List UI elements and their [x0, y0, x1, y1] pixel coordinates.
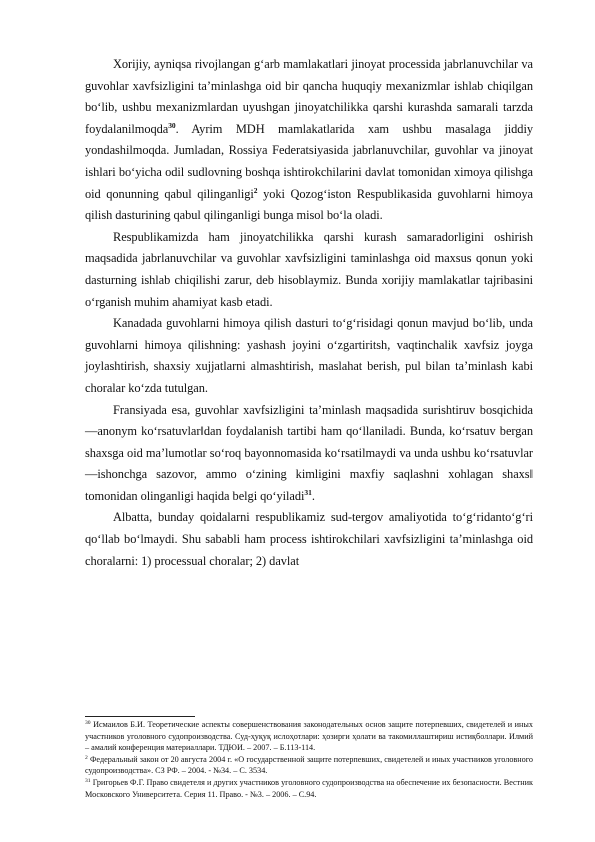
paragraph-4-tail: .: [311, 488, 315, 503]
footnote-text: Исмаилов Б.И. Теоретические аспекты совершенствования законодательных основ защите потерпевших, свидетелей и иных участников уголовного судопроизводства. Суд-ҳуқуқ ислоҳотлари: ҳозирги ҳолати ва такомиллаштириш истиқболлари. Илмий – амалий конференция материаллари. ТДЮИ. – 2007. – Б.113-114.: [85, 720, 533, 753]
footnote-divider: [85, 716, 195, 717]
paragraph-4-text: Fransiyada esa, guvohlar xavfsizligini ta’minlash maqsadida surishtiruv bosqichida ―anonym ko‘rsatuvlar‖dan foydalanish tartibi ham qo‘llaniladi. Bunda, ko‘rsatuv bergan shaxsga oid ma’lumotlar so‘roq bayonnomasida ko‘rsatilmaydi va unda ushbu ko‘rsatuvlar ―ishonchga sazovor, ammo o‘zining kimligini maxfiy saqlashni xohlagan shaxs‖ tomonidan olinganligi haqida belgi qo‘yiladi: [85, 402, 533, 503]
footnote-ref-2: 2: [253, 185, 258, 195]
footnote-number: 2: [85, 754, 88, 761]
footnote-ref-31: 31: [304, 487, 312, 497]
paragraph-1-tail2: yoki Qozog‘iston Respublikasida guvohlarni himoya qilish dasturining qabul qilinganligi bunga misol bo‘la oladi.: [85, 186, 533, 223]
paragraph-2-text: Respublikamizda ham jinoyatchilikka qarshi kurash samaradorligini oshirish maqsadida jabrlanuvchilar va guvohlar xavfsizligini taminlashga oid maxsus qonun yoki dasturning ishlab chiqilishi zarur, deb hisoblaymiz. Bunda xorijiy mamlakatlar tajribasini o‘rganish muhim ahamiyat kasb etadi.: [85, 229, 533, 309]
footnote-ref-30: 30: [168, 120, 176, 130]
footnote-2: [85, 754, 533, 777]
paragraph-5-text: Albatta, bunday qoidalarni respublikamiz sud-tergov amaliyotida to‘g‘ridanto‘g‘ri qo‘llab bo‘lmaydi. Shu sababli ham process ishtirokchilari xavfsizligini ta’minlashga oid choralarni: 1) processual choralar; 2) davlat: [85, 510, 533, 568]
document-body: [85, 54, 533, 572]
footnote-number: 30: [85, 720, 91, 726]
paragraph-1-tail: . Ayrim MDH mamlakatlarida xam ushbu masalaga jiddiy yondashilmoqda. Jumladan, Rossiya Federatsiyasida jabrlanuvchilar, guvohlar va jinoyat ishlari bo‘yicha odil sudlovning boshqa ishtirokchilarini davlat tomonidan ximoya qilishga oid qonunning qabul qilinganligi: [85, 121, 533, 201]
footnote-text: Григорьев Ф.Г. Право свидетеля и других участников уголовного судопроизводства на обеспечение их безопасности. Вестник Московского Университета. Серия 11. Право. - №3. – 2006. – С.94.: [85, 777, 533, 799]
footnote-text: Федеральный закон от 20 августа 2004 г. «О государственной защите потерпевших, свидетелей и иных участников уголовного судопроизводства». СЗ РФ. – 2004. - №34. – С. 3534.: [85, 754, 533, 776]
paragraph-2: [85, 227, 533, 313]
footnote-31: [85, 777, 533, 800]
paragraph-3-text: Kanadada guvohlarni himoya qilish dasturi to‘g‘risidagi qonun mavjud bo‘lib, unda guvohlarni himoya qilishning: yashash joyini o‘zgartiritsh, vaqtinchalik xavfsiz joyga joylashtirish, shaxsiy xujjatlarni almashtirish, maslahat berish, pul bilan ta’minlash kabi choralar ko‘zda tutulgan.: [85, 316, 533, 395]
footnotes-section: [85, 716, 533, 800]
paragraph-1: [85, 54, 533, 227]
footnote-30: [85, 719, 533, 754]
footnote-number: 31: [85, 777, 91, 784]
paragraph-3: [85, 313, 533, 399]
paragraph-4: [85, 400, 533, 508]
paragraph-1-text: Xorijiy, ayniqsa rivojlangan g‘arb mamlakatlari jinoyat processida jabrlanuvchilar va guvohlar xavfsizligini ta’minlashga oid bir qancha huquqiy mexanizmlar ishlab chiqilgan bo‘lib, ushbu mexanizmlardan uyushgan jinoyatchilikka qarshi kurashda samarali tarzda foydalanilmoqda: [85, 57, 533, 136]
paragraph-5: [85, 507, 533, 572]
